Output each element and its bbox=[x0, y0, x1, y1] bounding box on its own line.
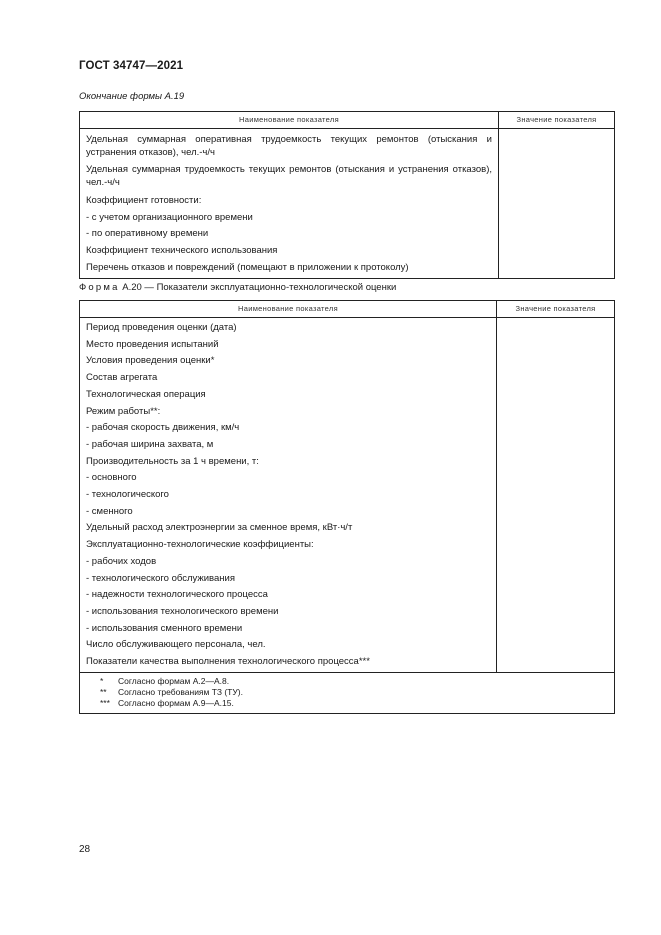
indicator-row: Коэффициент технического использования bbox=[86, 245, 278, 257]
indicator-row: - надежности технологического процесса bbox=[86, 589, 268, 601]
form-a20-table bbox=[79, 300, 615, 714]
indicator-row: Удельная суммарная оперативная трудоемкость текущих ремонтов (отыскания и устранения отказов), чел.-ч/ч bbox=[86, 134, 492, 158]
form-a20-caption-title: А.20 — Показатели эксплуатационно-технологической оценки bbox=[122, 282, 397, 293]
indicator-row: Показатели качества выполнения технологического процесса*** bbox=[86, 656, 370, 668]
indicator-row: Производительность за 1 ч времени, т: bbox=[86, 455, 259, 467]
footnote-text: Согласно требованиям ТЗ (ТУ). bbox=[118, 686, 243, 697]
form-a20-caption-word: Форма bbox=[79, 282, 120, 293]
footnote bbox=[100, 687, 614, 698]
footnote bbox=[100, 698, 614, 709]
form-a20-caption bbox=[79, 282, 396, 293]
column-header-name: Наименование показателя bbox=[80, 301, 497, 318]
indicator-row: - по оперативному времени bbox=[86, 228, 209, 240]
footnote-mark: * bbox=[100, 675, 104, 686]
indicator-row: - технологического bbox=[86, 489, 169, 501]
indicator-list bbox=[80, 318, 497, 673]
indicator-row: - использования сменного времени bbox=[86, 622, 243, 634]
indicator-row: Перечень отказов и повреждений (помещают в приложении к протоколу) bbox=[86, 261, 409, 273]
value-cell bbox=[497, 318, 615, 673]
indicator-row: Период проведения оценки (дата) bbox=[86, 322, 237, 333]
column-header-value: Значение показателя bbox=[497, 301, 615, 318]
indicator-row: - рабочая ширина захвата, м bbox=[86, 438, 214, 450]
form-a19-caption: Окончание формы А.19 bbox=[79, 91, 185, 102]
indicator-row: Число обслуживающего персонала, чел. bbox=[86, 639, 266, 651]
footnote-text: Согласно формам А.9—А.15. bbox=[118, 697, 234, 708]
footnote-text: Согласно формам А.2—А.8. bbox=[118, 675, 230, 686]
indicator-row: Технологическая операция bbox=[86, 388, 206, 400]
indicator-row: - использования технологического времени bbox=[86, 605, 279, 617]
indicator-row: - рабочих ходов bbox=[86, 555, 157, 567]
indicator-row: Состав агрегата bbox=[86, 372, 158, 384]
indicator-row: - сменного bbox=[86, 505, 133, 517]
indicator-row: Удельный расход электроэнергии за сменное время, кВт·ч/т bbox=[86, 522, 353, 534]
indicator-row: - с учетом организационного времени bbox=[86, 211, 253, 223]
indicator-row: Режим работы**: bbox=[86, 405, 161, 417]
document-header: ГОСТ 34747—2021 bbox=[79, 60, 184, 72]
form-a19-table bbox=[79, 111, 615, 279]
footnote bbox=[100, 676, 614, 687]
indicator-list bbox=[80, 129, 499, 279]
column-header-value: Значение показателя bbox=[499, 112, 615, 129]
page-number: 28 bbox=[79, 844, 91, 855]
indicator-row: - технологического обслуживания bbox=[86, 572, 235, 584]
indicator-row: Условия проведения оценки* bbox=[86, 355, 215, 367]
indicator-row: - основного bbox=[86, 472, 137, 484]
indicator-row: Место проведения испытаний bbox=[86, 338, 219, 350]
indicator-row: - рабочая скорость движения, км/ч bbox=[86, 422, 240, 434]
footnotes bbox=[80, 672, 615, 713]
footnote-mark: *** bbox=[100, 697, 110, 708]
indicator-row: Удельная суммарная трудоемкость текущих ремонтов (отыскания и устранения отказов), чел.-ч/ч bbox=[86, 164, 492, 188]
indicator-row: Эксплуатационно-технологические коэффициенты: bbox=[86, 539, 314, 551]
value-cell bbox=[499, 129, 615, 279]
column-header-name: Наименование показателя bbox=[80, 112, 499, 129]
footnote-mark: ** bbox=[100, 686, 107, 697]
indicator-row: Коэффициент готовности: bbox=[86, 195, 202, 206]
